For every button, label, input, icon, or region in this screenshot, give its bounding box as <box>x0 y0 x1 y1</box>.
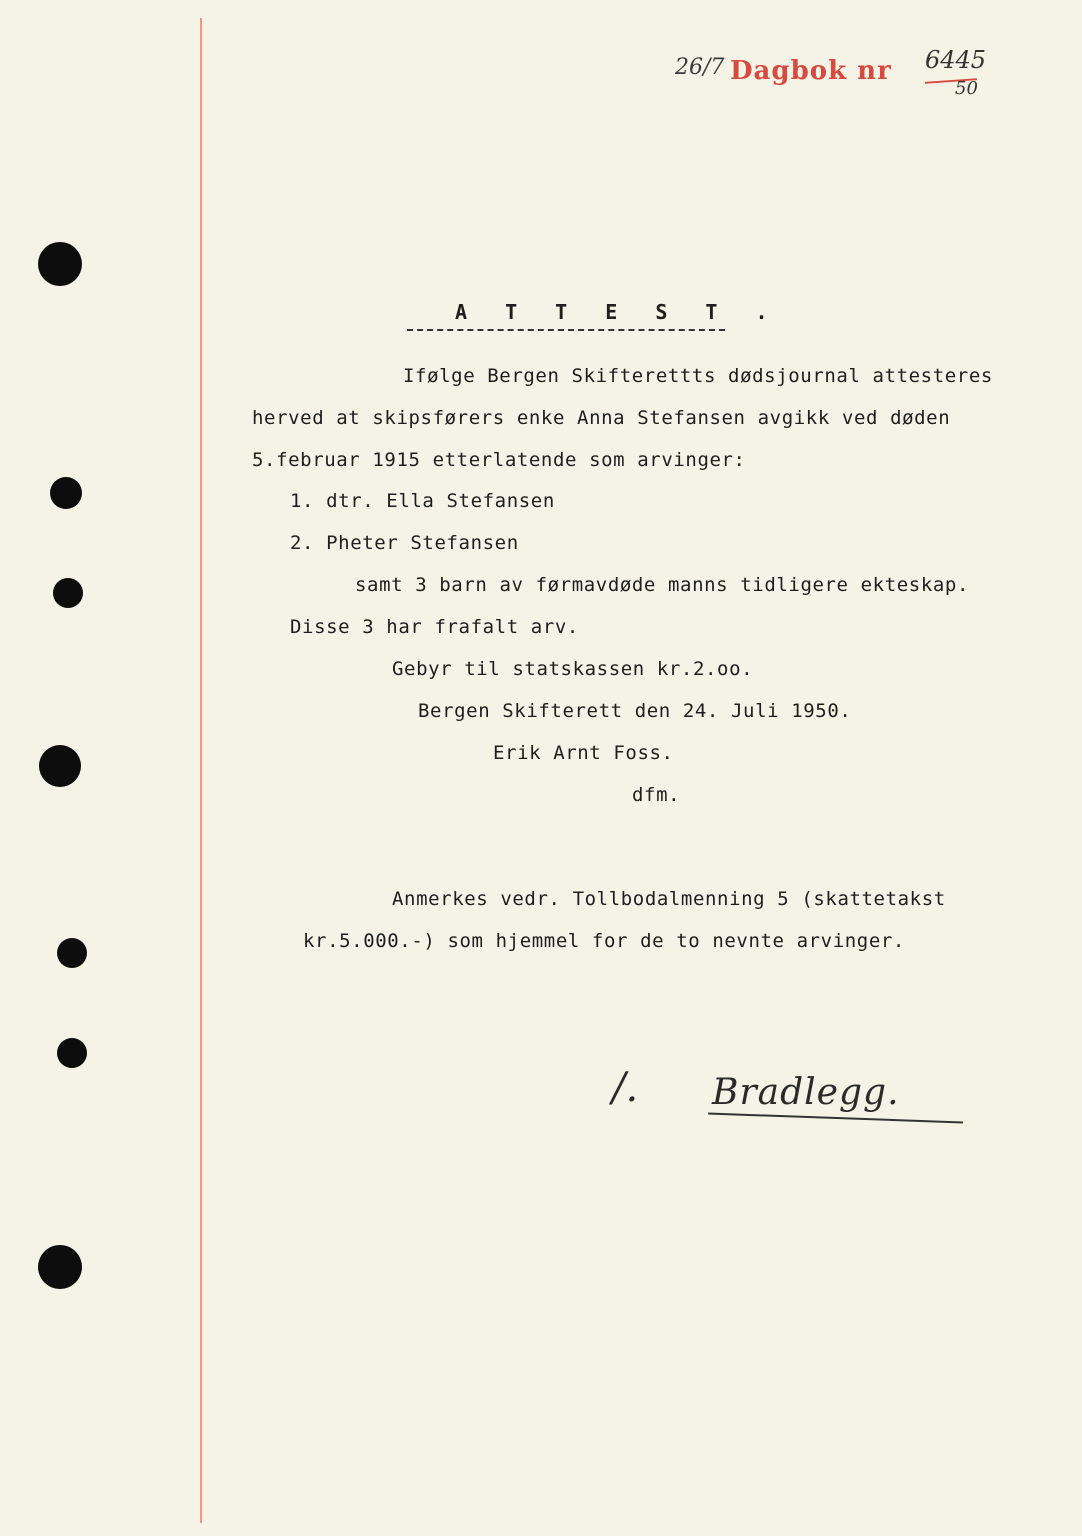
body-line: dfm. <box>632 784 681 806</box>
body-line: herved at skipsførers enke Anna Stefansen avgikk ved døden <box>252 407 951 429</box>
stamp-number: 6445 <box>925 46 987 74</box>
punch-hole <box>57 1038 87 1068</box>
body-line: Erik Arnt Foss. <box>493 742 674 764</box>
body-line: 5.februar 1915 etterlatende som arvinger: <box>252 449 746 471</box>
stamp-date: 26/7 <box>675 55 725 80</box>
signature-name: Bradlegg. <box>712 1072 900 1113</box>
body-line: samt 3 barn av førmavdøde manns tidligere ekteskap. <box>355 574 969 596</box>
body-line: Disse 3 har frafalt arv. <box>290 616 579 638</box>
margin-line <box>200 18 202 1523</box>
document-title: A T T E S T . <box>455 300 781 324</box>
punch-hole <box>57 938 87 968</box>
note-line: Anmerkes vedr. Tollbodalmenning 5 (skattetakst <box>392 888 946 910</box>
body-line: 1. dtr. Ella Stefansen <box>290 490 555 512</box>
signature-initial: /. <box>612 1065 639 1111</box>
note-line: kr.5.000.-) som hjemmel for de to nevnte arvinger. <box>303 930 905 952</box>
title-underline <box>407 329 725 331</box>
punch-hole <box>38 242 82 286</box>
punch-hole <box>38 1245 82 1289</box>
body-line: Bergen Skifterett den 24. Juli 1950. <box>418 700 852 722</box>
punch-hole <box>53 578 83 608</box>
signature-underline <box>708 1113 963 1124</box>
body-line: 2. Pheter Stefansen <box>290 532 519 554</box>
body-line: Gebyr til statskassen kr.2.oo. <box>392 658 754 680</box>
stamp-year: 50 <box>955 78 978 99</box>
punch-hole <box>39 745 81 787</box>
punch-hole <box>50 477 82 509</box>
stamp-label: Dagbok nr <box>730 56 892 86</box>
body-line: Ifølge Bergen Skifterettts dødsjournal attesteres <box>403 365 993 387</box>
